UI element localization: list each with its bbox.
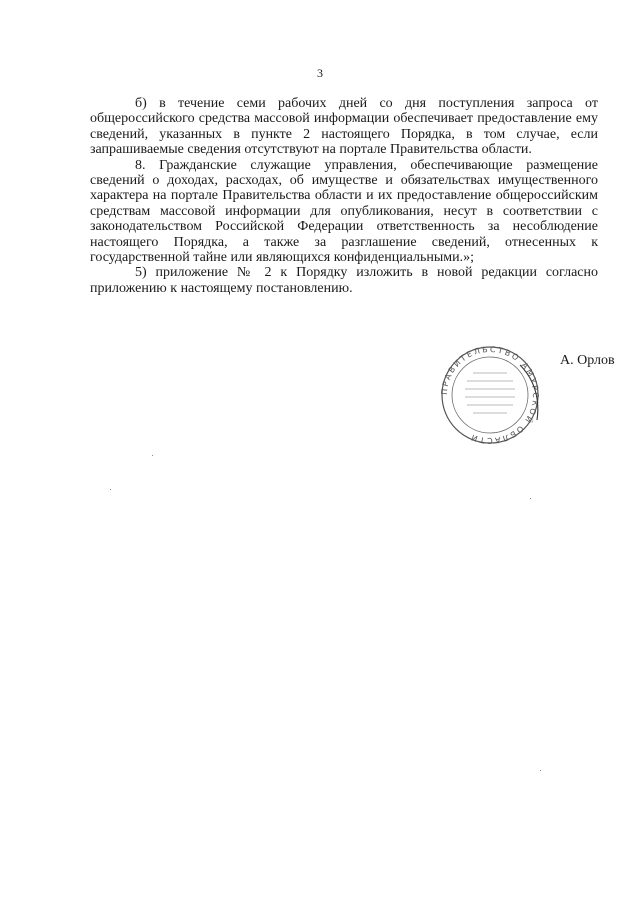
scan-speck: [540, 770, 541, 771]
signer-name: А. Орлов: [560, 353, 615, 368]
scan-speck: [530, 498, 531, 499]
paragraph-5: 5) приложение № 2 к Порядку изложить в новой редакции согласно приложению к настоящему постановлению.: [90, 265, 598, 296]
signature-block: [0, 345, 640, 445]
official-seal-stamp: [425, 345, 555, 445]
paragraph-b: б) в течение семи рабочих дней со дня поступления запроса от общероссийского средства массовой информации обеспечивает предоставление ему сведений, указанных в пункте 2 настоящего Порядка, в том случае, если запрашиваемые сведения отсутствуют на портале Правительства области.: [90, 96, 598, 158]
document-body: [90, 96, 598, 296]
scan-speck: [110, 489, 111, 490]
seal-text: ПРАВИТЕЛЬСТВО АМУРСКОЙ ОБЛАСТИ: [439, 345, 541, 445]
scan-speck: [152, 455, 153, 456]
svg-text:ПРАВИТЕЛЬСТВО АМУРСКОЙ ОБЛАСТИ: [440, 345, 540, 445]
paragraph-8: 8. Гражданские служащие управления, обеспечивающие размещение сведений о доходах, расходах, об имуществе и обязательствах имущественного характера на портале Правительства области и их предоставление общероссийским средствам массовой информации для опубликования, несут в соответствии с законодательством Российской Федерации ответственность за несоблюдение настоящего Порядка, а также за разглашение сведений, отнесенных к государственной тайне или являющихся конфиденциальными.»;: [90, 157, 598, 266]
page-number: 3: [317, 66, 323, 80]
